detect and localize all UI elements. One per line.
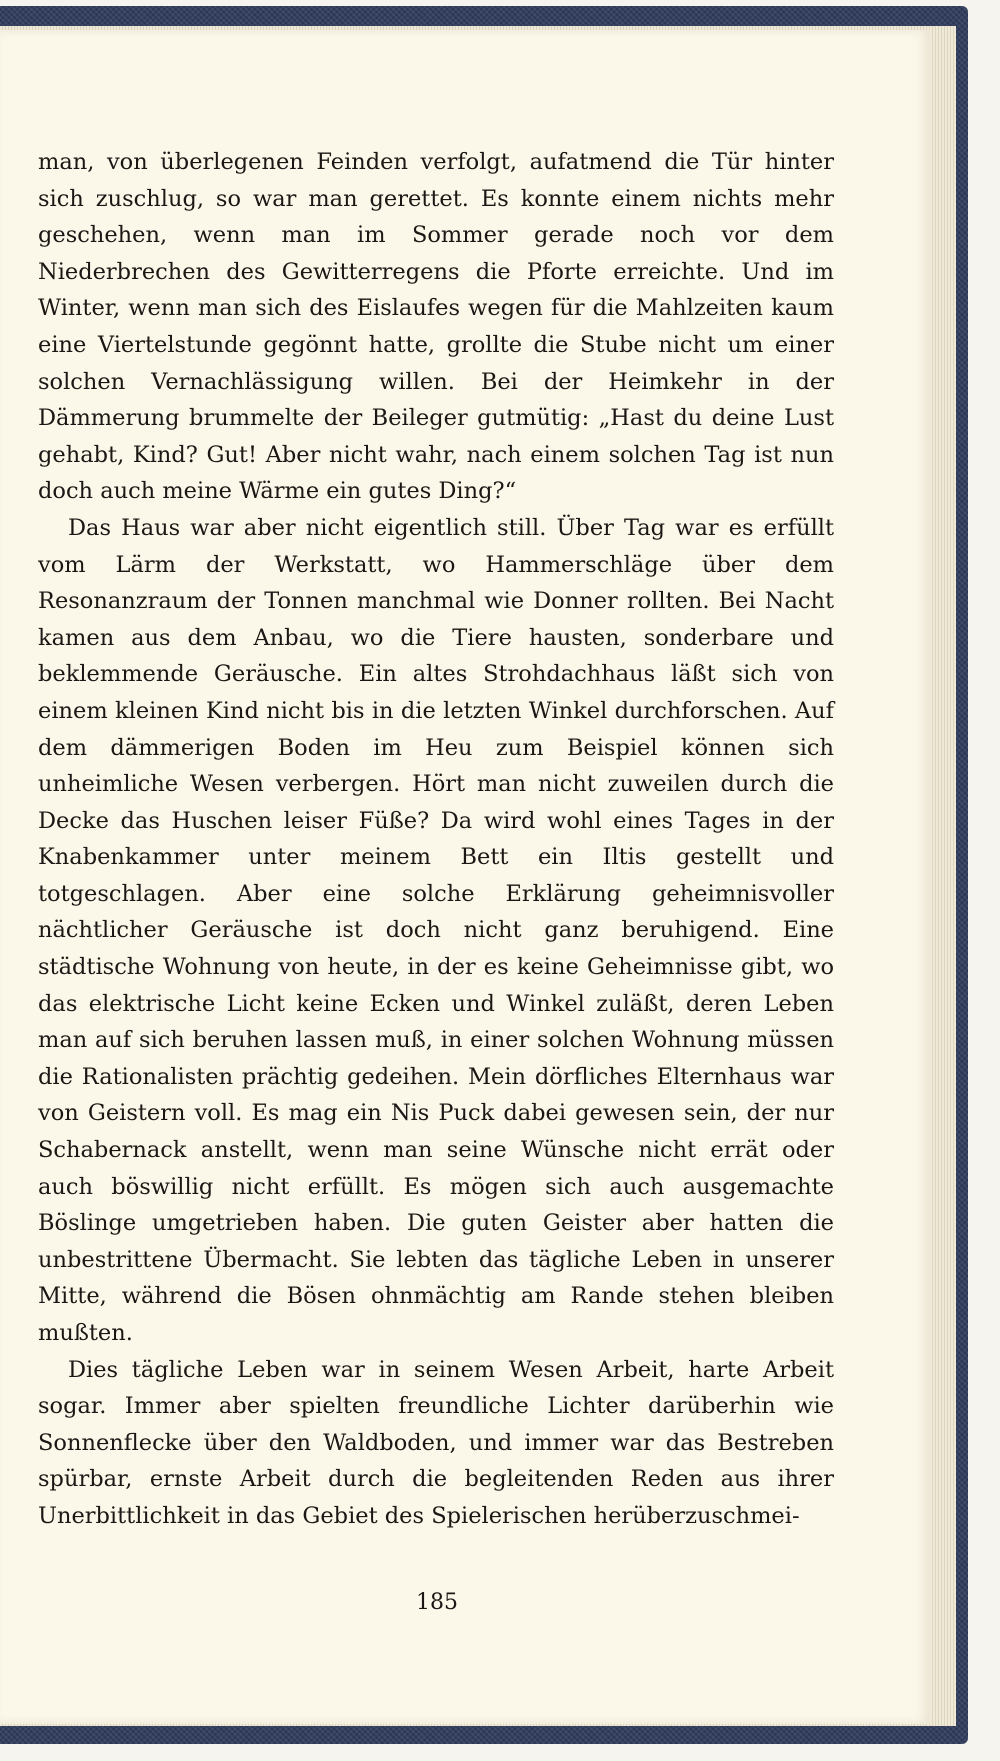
page-number: 185 <box>416 1590 458 1615</box>
paragraph-1: man, von überlegenen Feinden verfolgt, aufatmend die Tür hinter sich zuschlug, so war man gerettet. Es konnte einem nichts mehr geschehen, wenn man im Sommer gerade noch vor dem Niederbrechen des Gewitterregens die Pforte erreichte. Und im Winter, wenn man sich des Eislaufes wegen für die Mahlzeiten kaum eine Viertelstunde gegönnt hatte, grollte die Stube nicht um einer solchen Vernachlässigung willen. Bei der Heimkehr in der Dämmerung brummelte der Beileger gutmütig: „Hast du deine Lust gehabt, Kind? Gut! Aber nicht wahr, nach einem solchen Tag ist nun doch auch meine Wärme ein gutes Ding?“ <box>38 149 834 505</box>
book-page <box>0 30 930 1724</box>
body-text <box>38 144 834 1535</box>
paragraph-3: Dies tägliche Leben war in seinem Wesen Arbeit, harte Arbeit sogar. Immer aber spielten freundliche Lichter darüberhin wie Sonnenflecke über den Waldboden, und immer war das Bestreben spürbar, ernste Arbeit durch die begleitenden Reden aus ihrer Unerbittlichkeit in das Gebiet des Spielerischen herüberzuschmei- <box>38 1356 834 1529</box>
paragraph-2: Das Haus war aber nicht eigentlich still. Über Tag war es erfüllt vom Lärm der Werkstatt, wo Hammerschläge über dem Resonanzraum der Tonnen manchmal wie Donner rollten. Bei Nacht kamen aus dem Anbau, wo die Tiere hausten, sonderbare und beklemmende Geräusche. Ein altes Strohdachhaus läßt sich von einem kleinen Kind nicht bis in die letzten Winkel durchforschen. Auf dem dämmerigen Boden im Heu zum Beispiel können sich unheimliche Wesen verbergen. Hört man nicht zuweilen durch die Decke das Huschen leiser Füße? Da wird wohl eines Tages in der Knabenkammer unter meinem Bett ein Iltis gestellt und totgeschlagen. Aber eine solche Erklärung geheimnisvoller nächtlicher Geräusche ist doch nicht ganz beruhigend. Eine städtische Wohnung von heute, in der es keine Geheimnisse gibt, wo das elektrische Licht keine Ecken und Winkel zuläßt, deren Leben man auf sich beruhen lassen muß, in einer solchen Wohnung müssen die Rationalisten prächtig gedeihen. Mein dörfliches Elternhaus war von Geistern voll. Es mag ein Nis Puck dabei gewesen sein, der nur Schabernack anstellt, wenn man seine Wünsche nicht errät oder auch böswillig nicht erfüllt. Es mögen sich auch ausgemachte Böslinge umgetrieben haben. Die guten Geister aber hatten die unbestrittene Übermacht. Sie lebten das tägliche Leben in unserer Mitte, während die Bösen ohnmächtig am Rande stehen bleiben mußten. <box>38 514 834 1346</box>
